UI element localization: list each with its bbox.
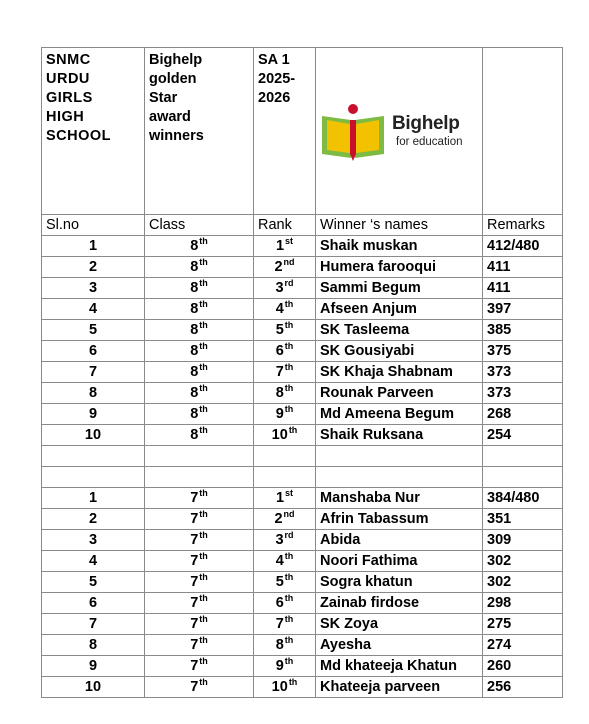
rank-cell-number: 6 (275, 594, 284, 611)
serial-number: 7 (42, 614, 145, 635)
blank-cell (42, 467, 145, 488)
rank-cell (254, 677, 316, 698)
rank-cell-number: 3 (275, 531, 284, 548)
serial-number: 2 (42, 509, 145, 530)
award-table (41, 47, 563, 698)
winner-name: Humera farooqui (316, 257, 483, 278)
class-cell-number: 7 (190, 657, 199, 674)
class-cell-suffix: th (199, 340, 208, 351)
class-cell-suffix: th (199, 571, 208, 582)
rank-cell-suffix: rd (284, 529, 294, 540)
table-row (42, 530, 563, 551)
school-line: GIRLS (46, 90, 93, 106)
class-cell-number: 7 (190, 636, 199, 653)
remarks: 384/480 (483, 488, 563, 509)
rank-cell-suffix: nd (283, 256, 295, 267)
remarks: 309 (483, 530, 563, 551)
table-row (42, 572, 563, 593)
rank-cell-number: 1 (275, 489, 285, 506)
header-row (42, 48, 563, 215)
blank-cell (42, 446, 145, 467)
rank-cell (254, 635, 316, 656)
blank-row (42, 467, 563, 488)
open-book-pencil-icon (320, 100, 386, 162)
serial-number: 7 (42, 362, 145, 383)
class-cell (145, 236, 254, 257)
rank-cell-number: 9 (275, 405, 284, 422)
rank-cell-number: 10 (271, 426, 288, 443)
remarks: 302 (483, 572, 563, 593)
class-cell (145, 677, 254, 698)
winner-name: Rounak Parveen (316, 383, 483, 404)
blank-cell (254, 467, 316, 488)
remarks: 397 (483, 299, 563, 320)
rank-cell-number: 2 (274, 258, 283, 275)
rank-cell-number: 7 (275, 615, 284, 632)
winner-name: SK Gousiyabi (316, 341, 483, 362)
rank-cell-number: 7 (275, 363, 284, 380)
rank-cell (254, 320, 316, 341)
winner-name: SK Khaja Shabnam (316, 362, 483, 383)
class-cell-number: 7 (190, 573, 199, 590)
class-cell (145, 383, 254, 404)
rank-cell-suffix: th (284, 382, 294, 393)
winner-name: Abida (316, 530, 483, 551)
class-cell-suffix: th (199, 235, 208, 246)
table-row (42, 278, 563, 299)
class-cell-number: 7 (190, 489, 199, 506)
school-line: SNMC (46, 52, 91, 68)
class-cell-number: 7 (190, 615, 199, 632)
rank-cell (254, 593, 316, 614)
class-cell-suffix: th (199, 592, 208, 603)
class-cell (145, 635, 254, 656)
class-cell-suffix: th (199, 550, 208, 561)
remarks: 302 (483, 551, 563, 572)
bighelp-logo (316, 100, 482, 162)
remarks: 275 (483, 614, 563, 635)
class-cell-number: 8 (190, 342, 199, 359)
rank-cell-number: 8 (275, 636, 284, 653)
class-cell-number: 8 (190, 363, 199, 380)
winner-name: Noori Fathima (316, 551, 483, 572)
rank-cell (254, 488, 316, 509)
school-line: SCHOOL (46, 128, 112, 144)
rank-cell-number: 4 (275, 300, 284, 317)
award-title (145, 48, 254, 215)
title-line: golden (149, 71, 197, 87)
table-row (42, 614, 563, 635)
serial-number: 9 (42, 656, 145, 677)
class-cell-suffix: th (199, 298, 208, 309)
serial-number: 3 (42, 278, 145, 299)
serial-number: 1 (42, 236, 145, 257)
blank-cell (254, 446, 316, 467)
class-cell-suffix: th (199, 676, 208, 687)
table-row (42, 257, 563, 278)
logo-cell (316, 48, 483, 215)
rank-cell (254, 236, 316, 257)
blank-cell (316, 446, 483, 467)
school-line: HIGH (46, 109, 85, 125)
serial-number: 8 (42, 635, 145, 656)
rank-cell (254, 383, 316, 404)
table-row (42, 593, 563, 614)
rank-cell (254, 572, 316, 593)
remarks: 375 (483, 341, 563, 362)
serial-number: 5 (42, 320, 145, 341)
rank-cell (254, 656, 316, 677)
rank-cell-number: 5 (275, 321, 284, 338)
blank-cell (145, 467, 254, 488)
serial-number: 10 (42, 425, 145, 446)
class-cell (145, 341, 254, 362)
blank-cell (145, 446, 254, 467)
class-cell-number: 7 (190, 552, 199, 569)
table-row (42, 320, 563, 341)
class-cell (145, 530, 254, 551)
winner-name: Ayesha (316, 635, 483, 656)
rank-cell (254, 509, 316, 530)
blank-row (42, 446, 563, 467)
class-cell-number: 7 (190, 510, 199, 527)
rank-cell (254, 530, 316, 551)
remarks: 274 (483, 635, 563, 656)
class-cell (145, 614, 254, 635)
serial-number: 3 (42, 530, 145, 551)
rank-cell-suffix: th (284, 298, 294, 309)
serial-number: 8 (42, 383, 145, 404)
class-cell-suffix: th (199, 655, 208, 666)
class-cell (145, 488, 254, 509)
class-cell (145, 509, 254, 530)
remarks: 412/480 (483, 236, 563, 257)
rank-cell-suffix: th (284, 340, 294, 351)
rank-cell-suffix: th (284, 634, 294, 645)
remarks: 298 (483, 593, 563, 614)
rank-cell (254, 257, 316, 278)
rank-cell (254, 341, 316, 362)
class-cell-suffix: th (199, 256, 208, 267)
serial-number: 6 (42, 593, 145, 614)
remarks: 411 (483, 278, 563, 299)
rank-cell (254, 614, 316, 635)
class-cell-suffix: th (199, 508, 208, 519)
remarks: 411 (483, 257, 563, 278)
table-row (42, 551, 563, 572)
logo-tagline: for education (396, 136, 463, 148)
remarks: 254 (483, 425, 563, 446)
table-row (42, 404, 563, 425)
winner-name: Md Ameena Begum (316, 404, 483, 425)
class-cell-number: 8 (190, 237, 199, 254)
winner-name: Shaik muskan (316, 236, 483, 257)
table-row (42, 635, 563, 656)
class-cell-suffix: th (199, 487, 208, 498)
winner-name: Shaik Ruksana (316, 425, 483, 446)
rank-cell-number: 9 (275, 657, 284, 674)
rank-cell-suffix: th (284, 613, 294, 624)
serial-number: 1 (42, 488, 145, 509)
winner-name: Afrin Tabassum (316, 509, 483, 530)
title-line: Star (149, 90, 178, 106)
col-header-class: Class (145, 215, 254, 236)
table-row (42, 299, 563, 320)
class-cell-number: 8 (190, 426, 199, 443)
table-row (42, 509, 563, 530)
col-header-name: Winner ‘s names (316, 215, 483, 236)
school-name (42, 48, 145, 215)
remarks: 256 (483, 677, 563, 698)
table-row (42, 383, 563, 404)
class-cell (145, 593, 254, 614)
winner-name: Md khateeja Khatun (316, 656, 483, 677)
class-cell-suffix: th (199, 634, 208, 645)
col-header-remarks: Remarks (483, 215, 563, 236)
rank-cell-number: 6 (275, 342, 284, 359)
col-header-slno: Sl.no (42, 215, 145, 236)
rank-cell-suffix: th (288, 676, 298, 687)
rank-cell-number: 10 (271, 678, 288, 695)
title-line: winners (149, 128, 204, 144)
class-cell (145, 551, 254, 572)
class-cell (145, 299, 254, 320)
rank-cell-number: 8 (275, 384, 284, 401)
class-cell-suffix: th (199, 613, 208, 624)
class-cell (145, 656, 254, 677)
remarks: 351 (483, 509, 563, 530)
class-cell-number: 8 (190, 405, 199, 422)
class-cell (145, 320, 254, 341)
class-cell-suffix: th (199, 529, 208, 540)
term-line: 2025- (258, 71, 296, 87)
rank-cell-suffix: th (284, 319, 294, 330)
rank-cell-number: 5 (275, 573, 284, 590)
table-row (42, 677, 563, 698)
winner-name: Afseen Anjum (316, 299, 483, 320)
class-cell-number: 7 (190, 678, 199, 695)
class-cell-suffix: th (199, 424, 208, 435)
rank-cell (254, 404, 316, 425)
column-header-row (42, 215, 563, 236)
remarks: 268 (483, 404, 563, 425)
rank-cell-suffix: th (284, 550, 294, 561)
table-row (42, 236, 563, 257)
winner-name: Khateeja parveen (316, 677, 483, 698)
remarks: 260 (483, 656, 563, 677)
remarks: 373 (483, 383, 563, 404)
serial-number: 4 (42, 299, 145, 320)
rank-cell (254, 299, 316, 320)
blank-cell (316, 467, 483, 488)
class-cell (145, 362, 254, 383)
blank-cell (483, 446, 563, 467)
serial-number: 4 (42, 551, 145, 572)
rank-cell-suffix: st (285, 487, 294, 498)
title-line: award (149, 109, 191, 125)
table-row (42, 425, 563, 446)
winner-name: SK Tasleema (316, 320, 483, 341)
class-cell-suffix: th (199, 319, 208, 330)
serial-number: 5 (42, 572, 145, 593)
class-cell-number: 8 (190, 279, 199, 296)
winner-name: Sogra khatun (316, 572, 483, 593)
rank-cell-suffix: th (284, 592, 294, 603)
table-row (42, 488, 563, 509)
winner-name: Manshaba Nur (316, 488, 483, 509)
class-cell-number: 7 (190, 531, 199, 548)
logo-brand: Bighelp (392, 113, 460, 134)
class-cell (145, 278, 254, 299)
rank-cell (254, 425, 316, 446)
rank-cell-suffix: th (288, 424, 298, 435)
serial-number: 9 (42, 404, 145, 425)
title-line: Bighelp (149, 52, 203, 68)
rank-cell (254, 278, 316, 299)
table-row (42, 341, 563, 362)
class-cell-number: 8 (190, 321, 199, 338)
class-cell (145, 257, 254, 278)
rank-cell-number: 2 (274, 510, 283, 527)
term-line: 2026 (258, 90, 291, 106)
serial-number: 10 (42, 677, 145, 698)
empty-header-cell (483, 48, 563, 215)
rank-cell-suffix: th (284, 403, 294, 414)
rank-cell-suffix: nd (283, 508, 295, 519)
rank-cell-number: 4 (275, 552, 284, 569)
rank-cell-suffix: rd (284, 277, 294, 288)
exam-term (254, 48, 316, 215)
winner-name: SK Zoya (316, 614, 483, 635)
class-cell-number: 8 (190, 384, 199, 401)
winner-name: Sammi Begum (316, 278, 483, 299)
table-row (42, 362, 563, 383)
remarks: 385 (483, 320, 563, 341)
rank-cell-suffix: st (285, 235, 294, 246)
rank-cell (254, 551, 316, 572)
class-cell-suffix: th (199, 277, 208, 288)
rank-cell-suffix: th (284, 571, 294, 582)
winner-name: Zainab firdose (316, 593, 483, 614)
rank-cell-number: 1 (275, 237, 285, 254)
school-line: URDU (46, 71, 90, 87)
class-cell-number: 8 (190, 258, 199, 275)
class-cell (145, 572, 254, 593)
rank-cell-suffix: th (284, 655, 294, 666)
rank-cell-number: 3 (275, 279, 284, 296)
blank-cell (483, 467, 563, 488)
table-row (42, 656, 563, 677)
term-line: SA 1 (258, 52, 290, 68)
class-cell (145, 404, 254, 425)
class-cell-suffix: th (199, 403, 208, 414)
rank-cell (254, 362, 316, 383)
class-cell-number: 7 (190, 594, 199, 611)
serial-number: 6 (42, 341, 145, 362)
class-cell-suffix: th (199, 382, 208, 393)
col-header-rank: Rank (254, 215, 316, 236)
serial-number: 2 (42, 257, 145, 278)
rank-cell-suffix: th (284, 361, 294, 372)
class-cell (145, 425, 254, 446)
class-cell-suffix: th (199, 361, 208, 372)
remarks: 373 (483, 362, 563, 383)
class-cell-number: 8 (190, 300, 199, 317)
